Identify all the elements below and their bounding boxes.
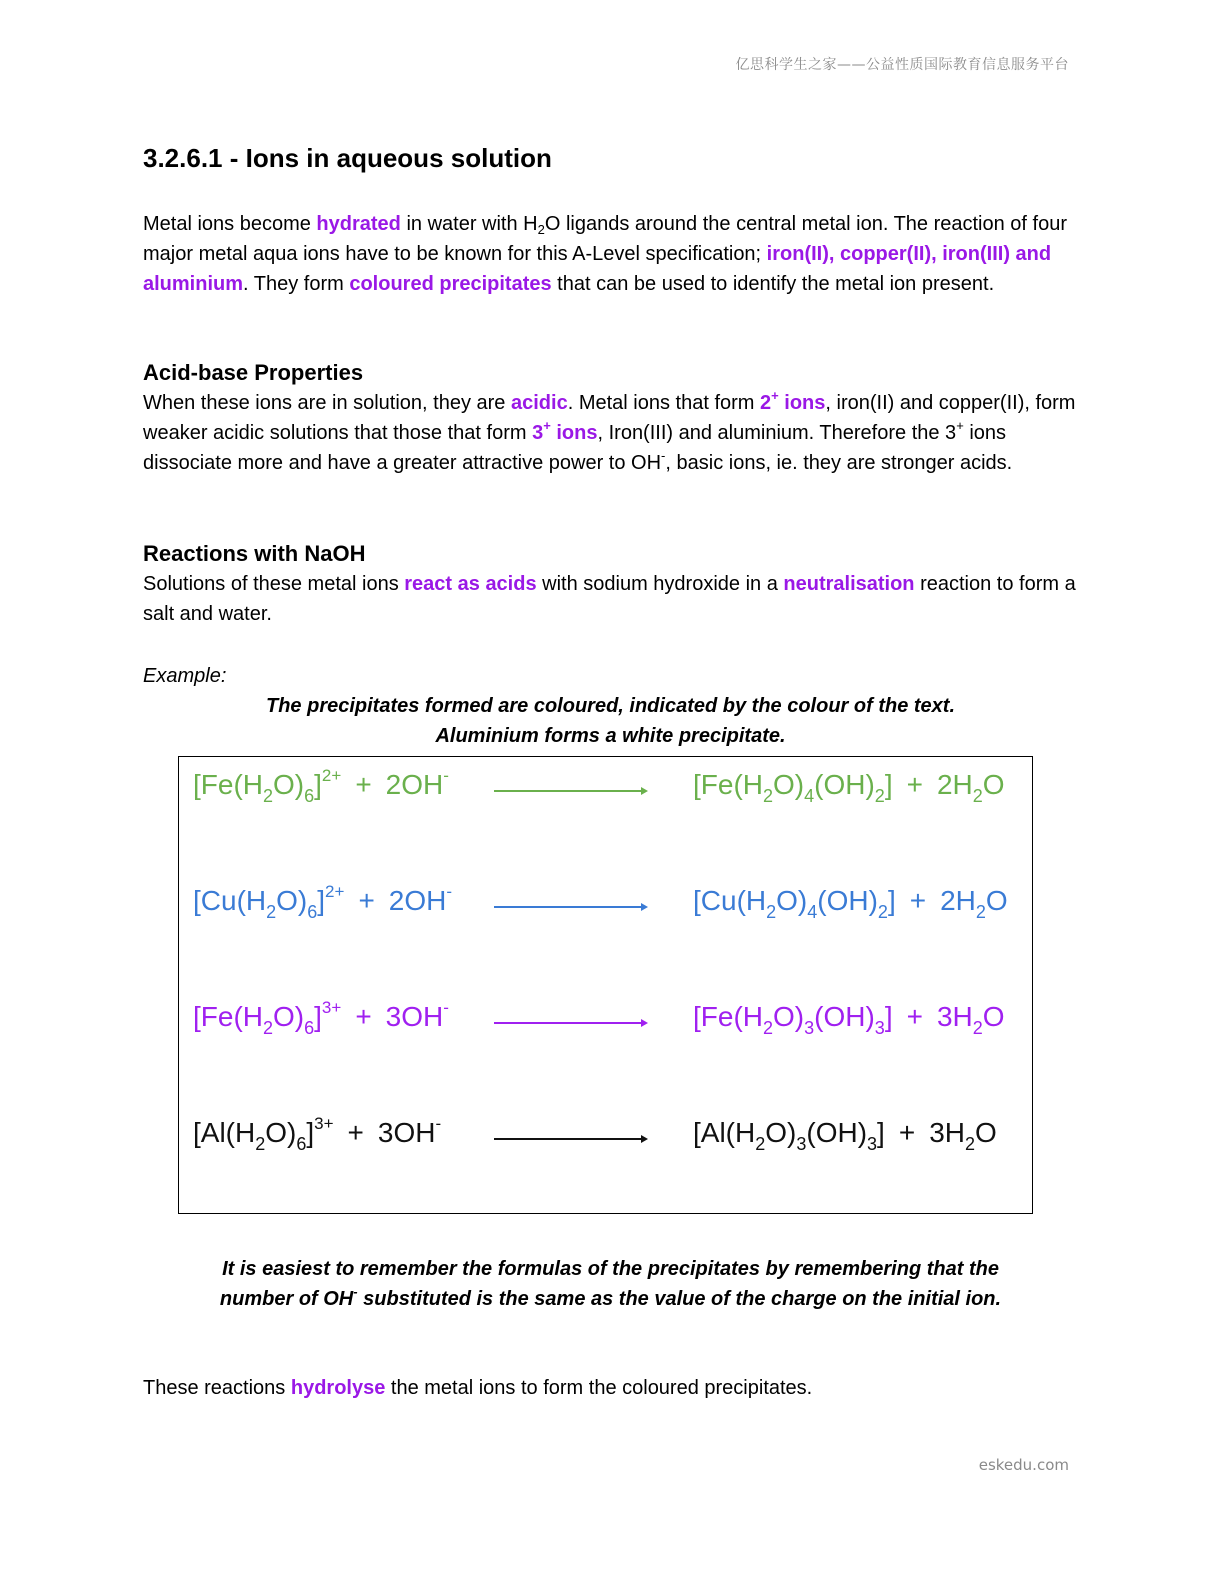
- naoh-paragraph: Solutions of these metal ions react as acids with sodium hydroxide in a neutralisation reaction to form a salt and water.: [143, 573, 1076, 625]
- equation-iron-ii: [179, 766, 1032, 809]
- footer-site: eskedu.com: [978, 1456, 1069, 1474]
- reaction-arrow: [494, 1022, 646, 1024]
- remember-note: It is easiest to remember the formulas of the precipitates by remembering that the number of OH- substituted is the same as the value of the charge on the initial ion.: [219, 1258, 1002, 1310]
- example-label: Example:: [143, 665, 227, 687]
- equation-aluminium: [179, 1114, 1032, 1157]
- equation-reactants: $[Fe(H_2O)_6]^{3+} + 3OH^-$: [193, 998, 449, 1038]
- example-section: [143, 661, 1078, 751]
- acid-base-heading: Acid-base Properties: [143, 360, 364, 385]
- equation-copper-ii: [179, 882, 1032, 925]
- reaction-arrow: [494, 1138, 646, 1140]
- equations-box: [178, 756, 1033, 1214]
- acid-base-paragraph: When these ions are in solution, they are acidic. Metal ions that form 2+ ions, iron(II) and copper(II), form weaker acidic solutions that those that form 3+ ions, Iron(III) and aluminium. Therefore the 3+ ions dissociate more and have a greater attractive power to OH-, basic ions, ie. they are stronger acids.: [143, 388, 1076, 474]
- naoh-section: [143, 539, 1078, 629]
- equation-reactants: $[Cu(H_2O)_6]^{2+} + 2OH^-$: [193, 882, 453, 922]
- equation-iron-iii: [179, 998, 1032, 1041]
- reaction-arrow: [494, 906, 646, 908]
- reaction-arrow: [494, 790, 646, 792]
- equation-products: $[Cu(H_2O)_4(OH)_2] + 2H_2O$: [693, 885, 1008, 922]
- equation-products: $[Fe(H_2O)_3(OH)_3] + 3H_2O$: [693, 1001, 1005, 1038]
- header-watermark: 亿思科学生之家——公益性质国际教育信息服务平台: [735, 57, 1069, 73]
- closing-paragraph: These reactions hydrolyse the metal ions to form the coloured precipitates.: [143, 1377, 813, 1399]
- acid-base-section: [143, 358, 1078, 478]
- example-note-line1: The precipitates formed are coloured, indicated by the colour of the text.: [265, 695, 955, 717]
- equation-reactants: $[Fe(H_2O)_6]^{2+} + 2OH^-$: [193, 766, 449, 806]
- example-note-line2: Aluminium forms a white precipitate.: [435, 725, 786, 747]
- naoh-heading: Reactions with NaOH: [143, 541, 366, 566]
- equation-products: $[Fe(H_2O)_4(OH)_2] + 2H_2O$: [693, 769, 1005, 806]
- intro-paragraph: Metal ions become hydrated in water with $H_2O$ ligands around the central metal ion. The reaction of four major metal aqua ions have to be known for this A-Level specification; iron(II), copper(II), iron(III) and aluminium. They form coloured precipitates that can be used to identify the metal ion present.: [143, 213, 1068, 295]
- equation-products: $[Al(H_2O)_3(OH)_3] + 3H_2O$: [693, 1117, 997, 1154]
- equation-reactants: $[Al(H_2O)_6]^{3+} + 3OH^-$: [193, 1114, 442, 1154]
- page-title: 3.2.6.1 - Ions in aqueous solution: [143, 143, 552, 173]
